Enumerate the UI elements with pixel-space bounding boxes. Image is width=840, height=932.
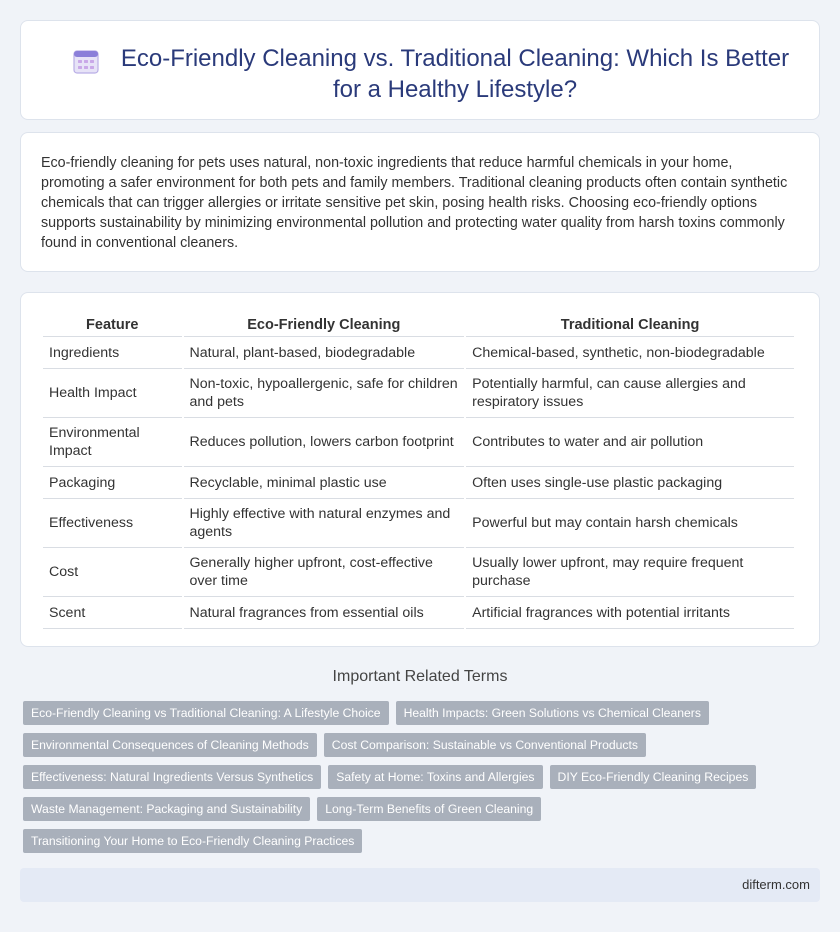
column-header-traditional: Traditional Cleaning (466, 309, 794, 337)
title-card (20, 20, 820, 120)
table-cell: Ingredients (43, 337, 182, 369)
table-cell: Natural fragrances from essential oils (184, 597, 465, 629)
intro-paragraph: Eco-friendly cleaning for pets uses natural, non-toxic ingredients that reduce harmful chemicals in your home, promoting a safer environment for both pets and family members. Traditional cleaning products often contain synthetic chemicals that can trigger allergies or irritate sensitive pet skin, posing health risks. Choosing eco-friendly options supports sustainability by minimizing environmental pollution and protecting water quality from harsh toxins commonly found in conventional cleaners. (41, 155, 788, 251)
table-cell: Contributes to water and air pollution (466, 418, 794, 467)
table-header-row (43, 309, 794, 337)
intro-card (20, 132, 820, 272)
table-row (43, 337, 794, 369)
table-cell: Chemical-based, synthetic, non-biodegradable (466, 337, 794, 369)
comparison-table-card (20, 292, 820, 647)
table-cell: Environmental Impact (43, 418, 182, 467)
page-title: Eco-Friendly Cleaning vs. Traditional Cleaning: Which Is Better for a Healthy Lifestyle? (120, 45, 790, 103)
table-cell: Often uses single-use plastic packaging (466, 467, 794, 499)
related-term-tag[interactable]: Health Impacts: Green Solutions vs Chemical Cleaners (396, 701, 709, 725)
related-terms-heading: Important Related Terms (332, 668, 508, 685)
table-cell: Generally higher upfront, cost-effective over time (184, 548, 465, 597)
table-cell: Powerful but may contain harsh chemicals (466, 499, 794, 548)
table-cell: Scent (43, 597, 182, 629)
table-cell: Natural, plant-based, biodegradable (184, 337, 465, 369)
related-terms-list (23, 701, 823, 853)
table-cell: Artificial fragrances with potential irritants (466, 597, 794, 629)
column-header-eco: Eco-Friendly Cleaning (184, 309, 465, 337)
related-term-tag[interactable]: Effectiveness: Natural Ingredients Versus Synthetics (23, 765, 321, 789)
table-row (43, 548, 794, 597)
table-cell: Non-toxic, hypoallergenic, safe for children and pets (184, 369, 465, 418)
table-row (43, 467, 794, 499)
calendar-icon (71, 46, 101, 76)
table-cell: Effectiveness (43, 499, 182, 548)
table-cell: Highly effective with natural enzymes and agents (184, 499, 465, 548)
related-term-tag[interactable]: Safety at Home: Toxins and Allergies (328, 765, 542, 789)
related-term-tag[interactable]: Cost Comparison: Sustainable vs Conventional Products (324, 733, 646, 757)
table-cell: Recyclable, minimal plastic use (184, 467, 465, 499)
table-cell: Reduces pollution, lowers carbon footprint (184, 418, 465, 467)
related-term-tag[interactable]: Eco-Friendly Cleaning vs Traditional Cleaning: A Lifestyle Choice (23, 701, 389, 725)
related-term-tag[interactable]: Long-Term Benefits of Green Cleaning (317, 797, 541, 821)
table-cell: Health Impact (43, 369, 182, 418)
related-term-tag[interactable]: Waste Management: Packaging and Sustainability (23, 797, 310, 821)
related-term-tag[interactable]: Environmental Consequences of Cleaning Methods (23, 733, 317, 757)
table-row (43, 499, 794, 548)
footer-site-link[interactable]: difterm.com (742, 877, 810, 892)
table-row (43, 369, 794, 418)
column-header-feature: Feature (43, 309, 182, 337)
footer (20, 868, 820, 902)
comparison-table (41, 309, 796, 629)
table-cell: Usually lower upfront, may require frequent purchase (466, 548, 794, 597)
table-cell: Cost (43, 548, 182, 597)
related-term-tag[interactable]: Transitioning Your Home to Eco-Friendly Cleaning Practices (23, 829, 362, 853)
table-row (43, 418, 794, 467)
table-cell: Potentially harmful, can cause allergies and respiratory issues (466, 369, 794, 418)
related-term-tag[interactable]: DIY Eco-Friendly Cleaning Recipes (550, 765, 757, 789)
table-row (43, 597, 794, 629)
table-cell: Packaging (43, 467, 182, 499)
